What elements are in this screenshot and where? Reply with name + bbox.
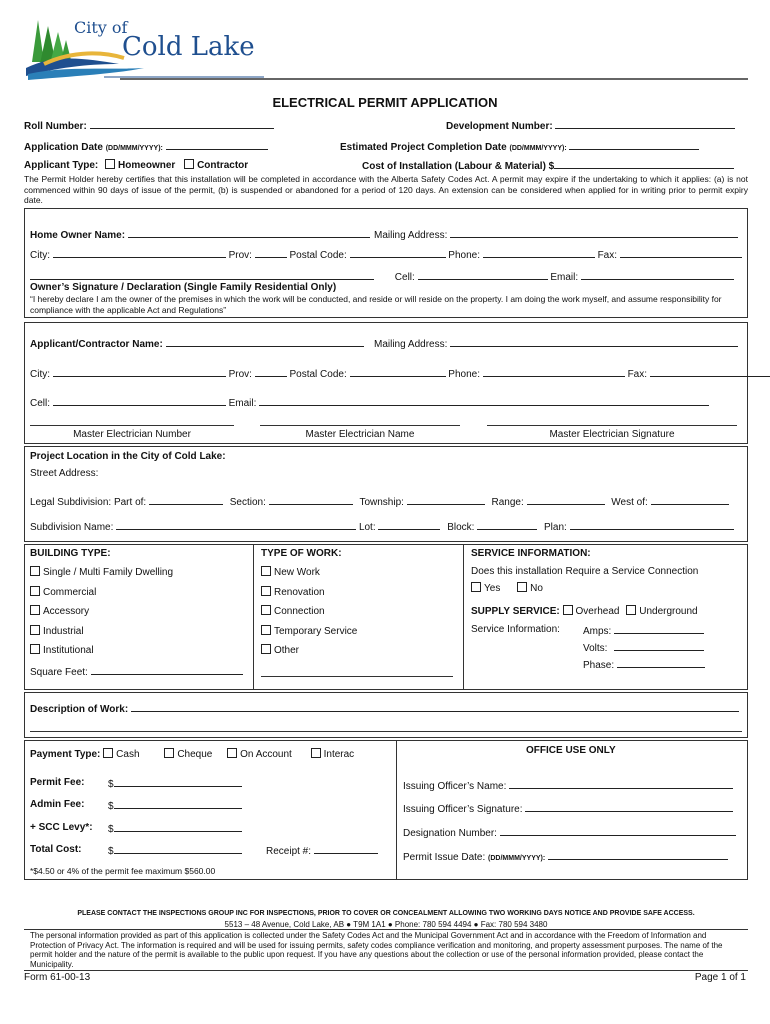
owner-postal-field[interactable] <box>350 248 446 258</box>
owner-city-label: City: <box>30 250 50 261</box>
me-signature-label: Master Electrician Signature <box>549 429 675 440</box>
owner-prov-label: Prov: <box>228 250 252 261</box>
account-label: On Account <box>240 749 292 760</box>
owner-city-field[interactable] <box>53 248 226 258</box>
location-title: Project Location in the City of Cold Lake: <box>30 451 226 462</box>
service-question: Does this installation Require a Service Connection <box>471 566 699 577</box>
office-use-title: OFFICE USE ONLY <box>526 745 616 756</box>
account-checkbox[interactable] <box>227 748 237 758</box>
cash-checkbox[interactable] <box>103 748 113 758</box>
work-renovation-label: Renovation <box>274 587 325 598</box>
development-number-field[interactable] <box>555 119 735 129</box>
supply-service-label: SUPPLY SERVICE: <box>471 606 560 617</box>
owner-phone-label: Phone: <box>448 250 480 261</box>
description-field-1[interactable] <box>131 702 739 712</box>
contractor-email-label: Email: <box>228 398 257 409</box>
phase-field[interactable] <box>617 658 705 668</box>
building-type-title: BUILDING TYPE: <box>30 548 111 559</box>
west-of-label: West of: <box>611 497 648 508</box>
description-label: Description of Work: <box>30 704 129 715</box>
service-yes-label: Yes <box>484 583 501 594</box>
total-cost-field[interactable] <box>114 844 242 854</box>
officer-signature-label: Issuing Officer’s Signature: <box>403 804 523 815</box>
building-institutional-checkbox[interactable] <box>30 644 40 654</box>
contractor-postal-label: Postal Code: <box>289 369 347 380</box>
plan-field[interactable] <box>570 520 734 530</box>
amps-label: Amps: <box>583 626 612 637</box>
contractor-email-field[interactable] <box>259 396 709 406</box>
owner-postal-label: Postal Code: <box>289 250 347 261</box>
township-field[interactable] <box>407 495 485 505</box>
homeowner-label: Homeowner <box>118 160 176 171</box>
admin-fee-label: Admin Fee: <box>30 799 85 810</box>
me-number-line[interactable] <box>30 425 234 426</box>
block-label: Block: <box>447 522 475 533</box>
contractor-fax-field[interactable] <box>650 367 770 377</box>
scc-levy-field[interactable] <box>114 822 242 832</box>
completion-date-field[interactable] <box>569 140 699 150</box>
owner-signature-title: Owner’s Signature / Declaration (Single Family Residential Only) <box>30 282 337 293</box>
contractor-label: Contractor <box>197 160 249 171</box>
west-of-field[interactable] <box>651 495 729 505</box>
roll-number-field[interactable] <box>90 119 274 129</box>
interac-checkbox[interactable] <box>311 748 321 758</box>
owner-cell-label: Cell: <box>394 272 415 283</box>
square-feet-label: Square Feet: <box>30 667 88 678</box>
service-info-title: SERVICE INFORMATION: <box>471 548 591 559</box>
owner-fax-label: Fax: <box>597 250 618 261</box>
underground-checkbox[interactable] <box>626 605 636 615</box>
work-other-checkbox[interactable] <box>261 644 271 654</box>
owner-email-field[interactable] <box>581 270 734 280</box>
logo-city-of: City of <box>74 18 128 37</box>
issue-date-field[interactable] <box>548 850 728 860</box>
cash-label: Cash <box>116 749 140 760</box>
completion-date-format: (DD/MMM/YYYY): <box>509 145 567 152</box>
contractor-postal-field[interactable] <box>350 367 446 377</box>
permit-notice: The Permit Holder hereby certifies that this installation will be completed in accordance with the Alberta Safety Codes Act. A permit may expire if the undertaking to which it applies: (a) is not commenced within 90 days of issue of the permit, (b) is suspended or abandoned for a period of 120 days. An extension can be considered when applied for in writing prior to permit expiry date. <box>24 174 748 205</box>
contractor-name-label: Applicant/Contractor Name: <box>30 339 163 350</box>
service-information-label: Service Information: <box>471 624 560 635</box>
contractor-mailing-label: Mailing Address: <box>374 339 448 350</box>
form-title: ELECTRICAL PERMIT APPLICATION <box>272 95 498 110</box>
contractor-name-field[interactable] <box>166 337 364 347</box>
building-single-checkbox[interactable] <box>30 566 40 576</box>
underground-label: Underground <box>639 606 698 617</box>
privacy-statement: The personal information provided as part of this application is collected under the Safety Codes Act and the Municipal Government Act and in accordance with the Freedom of Information and Protection of Privacy Act. The information is required and will be used for issuing permits, safety codes compliance verification and monitoring, and property assessment purposes. The name of the permit holder and the nature of the permit is available to the public upon request. If you have any questions about the collection or use of the personal information provided, please contact the Municipality. <box>30 931 723 969</box>
contractor-cell-label: Cell: <box>30 398 51 409</box>
designation-label: Designation Number: <box>403 828 497 839</box>
logo-name: Cold Lake <box>122 32 255 62</box>
subdivision-name-label: Subdivision Name: <box>30 522 114 533</box>
homeowner-checkbox[interactable] <box>105 159 115 169</box>
owner-name-field[interactable] <box>128 228 370 238</box>
officer-signature-field[interactable] <box>525 802 733 812</box>
work-new-checkbox[interactable] <box>261 566 271 576</box>
roll-number-label: Roll Number: <box>24 121 87 132</box>
me-name-label: Master Electrician Name <box>305 429 415 440</box>
payment-type-label: Payment Type: <box>30 749 101 760</box>
owner-signature-field[interactable] <box>30 270 374 280</box>
lot-label: Lot: <box>358 522 376 533</box>
page-number: Page 1 of 1 <box>694 972 746 983</box>
range-label: Range: <box>491 497 524 508</box>
me-signature-line[interactable] <box>487 425 737 426</box>
permit-fee-dollar: $ <box>108 779 114 790</box>
phase-label: Phase: <box>583 660 615 671</box>
logo-rule <box>120 78 748 80</box>
owner-cell-field[interactable] <box>418 270 548 280</box>
contractor-fax-label: Fax: <box>627 369 648 380</box>
issue-date-label: Permit Issue Date: <box>403 852 486 863</box>
application-date-format: (DD/MMM/YYYY): <box>105 145 163 152</box>
owner-name-label: Home Owner Name: <box>30 230 126 241</box>
contractor-phone-label: Phone: <box>448 369 480 380</box>
amps-field[interactable] <box>614 624 704 634</box>
city-logo <box>24 14 264 80</box>
work-new-label: New Work <box>274 567 320 578</box>
owner-mailing-label: Mailing Address: <box>374 230 448 241</box>
section-field[interactable] <box>269 495 353 505</box>
lot-field[interactable] <box>378 520 440 530</box>
overhead-label: Overhead <box>575 606 620 617</box>
designation-field[interactable] <box>500 826 736 836</box>
work-temporary-checkbox[interactable] <box>261 625 271 635</box>
owner-mailing-field[interactable] <box>450 228 738 238</box>
cost-label: Cost of Installation (Labour & Material) $ <box>362 161 555 172</box>
building-industrial-label: Industrial <box>43 626 84 637</box>
overhead-checkbox[interactable] <box>563 605 573 615</box>
issue-date-format: (DD/MMM/YYYY): <box>488 855 546 862</box>
work-connection-checkbox[interactable] <box>261 605 271 615</box>
receipt-field[interactable] <box>314 844 378 854</box>
work-temporary-label: Temporary Service <box>274 626 358 637</box>
contractor-checkbox[interactable] <box>184 159 194 169</box>
township-label: Township: <box>359 497 404 508</box>
application-date-field[interactable] <box>166 140 268 150</box>
completion-date-label: Estimated Project Completion Date <box>340 142 507 153</box>
building-industrial-checkbox[interactable] <box>30 625 40 635</box>
total-cost-label: Total Cost: <box>30 844 82 855</box>
building-commercial-label: Commercial <box>43 587 97 598</box>
service-no-label: No <box>530 583 543 594</box>
office-address: 5513 – 48 Avenue, Cold Lake, AB ● T9M 1A1 ● Phone: 780 594 4494 ● Fax: 780 594 3480 <box>224 920 548 929</box>
contractor-cell-field[interactable] <box>53 396 226 406</box>
contractor-city-field[interactable] <box>53 367 226 377</box>
range-field[interactable] <box>527 495 605 505</box>
work-other-label: Other <box>274 645 300 656</box>
permit-fee-label: Permit Fee: <box>30 777 85 788</box>
service-yes-checkbox[interactable] <box>471 582 481 592</box>
plan-label: Plan: <box>543 522 567 533</box>
building-commercial-checkbox[interactable] <box>30 586 40 596</box>
block-field[interactable] <box>477 520 537 530</box>
scc-levy-dollar: $ <box>108 824 114 835</box>
work-other-field[interactable] <box>261 676 453 677</box>
applicant-type-label: Applicant Type: <box>24 160 99 171</box>
admin-fee-dollar: $ <box>108 801 114 812</box>
me-number-label: Master Electrician Number <box>73 429 191 440</box>
receipt-label: Receipt #: <box>266 846 312 857</box>
contractor-city-label: City: <box>30 369 50 380</box>
volts-field[interactable] <box>614 641 704 651</box>
cost-field[interactable] <box>554 159 734 169</box>
contractor-phone-field[interactable] <box>483 367 625 377</box>
contractor-prov-field[interactable] <box>255 367 287 377</box>
owner-prov-field[interactable] <box>255 248 287 258</box>
owner-fax-field[interactable] <box>620 248 742 258</box>
cheque-checkbox[interactable] <box>164 748 174 758</box>
owner-email-label: Email: <box>550 272 579 283</box>
building-institutional-label: Institutional <box>43 645 94 656</box>
building-single-label: Single / Multi Family Dwelling <box>43 567 174 578</box>
section-label: Section: <box>229 497 266 508</box>
me-name-line[interactable] <box>260 425 460 426</box>
interac-label: Interac <box>323 749 355 760</box>
admin-fee-field[interactable] <box>114 799 242 809</box>
form-number: Form 61-00-13 <box>24 972 91 983</box>
officer-name-label: Issuing Officer’s Name: <box>403 781 507 792</box>
service-no-checkbox[interactable] <box>517 582 527 592</box>
owner-phone-field[interactable] <box>483 248 595 258</box>
contractor-prov-label: Prov: <box>228 369 252 380</box>
work-connection-label: Connection <box>274 606 325 617</box>
legal-subdivision-label: Legal Subdivision: Part of: <box>30 497 147 508</box>
owner-declaration: “I hereby declare I am the owner of the premises in which the work will be conducted, and reside or will reside on the property. I am doing the work myself, and assume responsibility for compliance with the applicable Act and Regulations” <box>30 294 722 315</box>
officer-name-field[interactable] <box>509 779 733 789</box>
inspection-contact: PLEASE CONTACT THE INSPECTIONS GROUP INC FOR INSPECTIONS, PRIOR TO COVER OR CONCEALMENT ALLOWING TWO WORKING DAYS NOTICE AND PROVIDE SAFE ACCESS. <box>77 910 695 917</box>
square-feet-field[interactable] <box>91 665 243 675</box>
street-address-label: Street Address: <box>30 468 99 479</box>
development-number-label: Development Number: <box>446 121 553 132</box>
building-accessory-label: Accessory <box>43 606 90 617</box>
scc-levy-label: + SCC Levy*: <box>30 822 93 833</box>
work-renovation-checkbox[interactable] <box>261 586 271 596</box>
total-cost-dollar: $ <box>108 846 114 857</box>
description-field-2[interactable] <box>30 731 742 732</box>
scc-footnote: *$4.50 or 4% of the permit fee maximum $560.00 <box>30 866 216 876</box>
permit-fee-field[interactable] <box>114 777 242 787</box>
volts-label: Volts: <box>583 643 608 654</box>
part-of-field[interactable] <box>149 495 223 505</box>
application-date-label: Application Date <box>24 142 103 153</box>
contractor-mailing-field[interactable] <box>450 337 738 347</box>
work-type-title: TYPE OF WORK: <box>261 548 342 559</box>
subdivision-name-field[interactable] <box>116 520 356 530</box>
building-accessory-checkbox[interactable] <box>30 605 40 615</box>
cheque-label: Cheque <box>177 749 213 760</box>
